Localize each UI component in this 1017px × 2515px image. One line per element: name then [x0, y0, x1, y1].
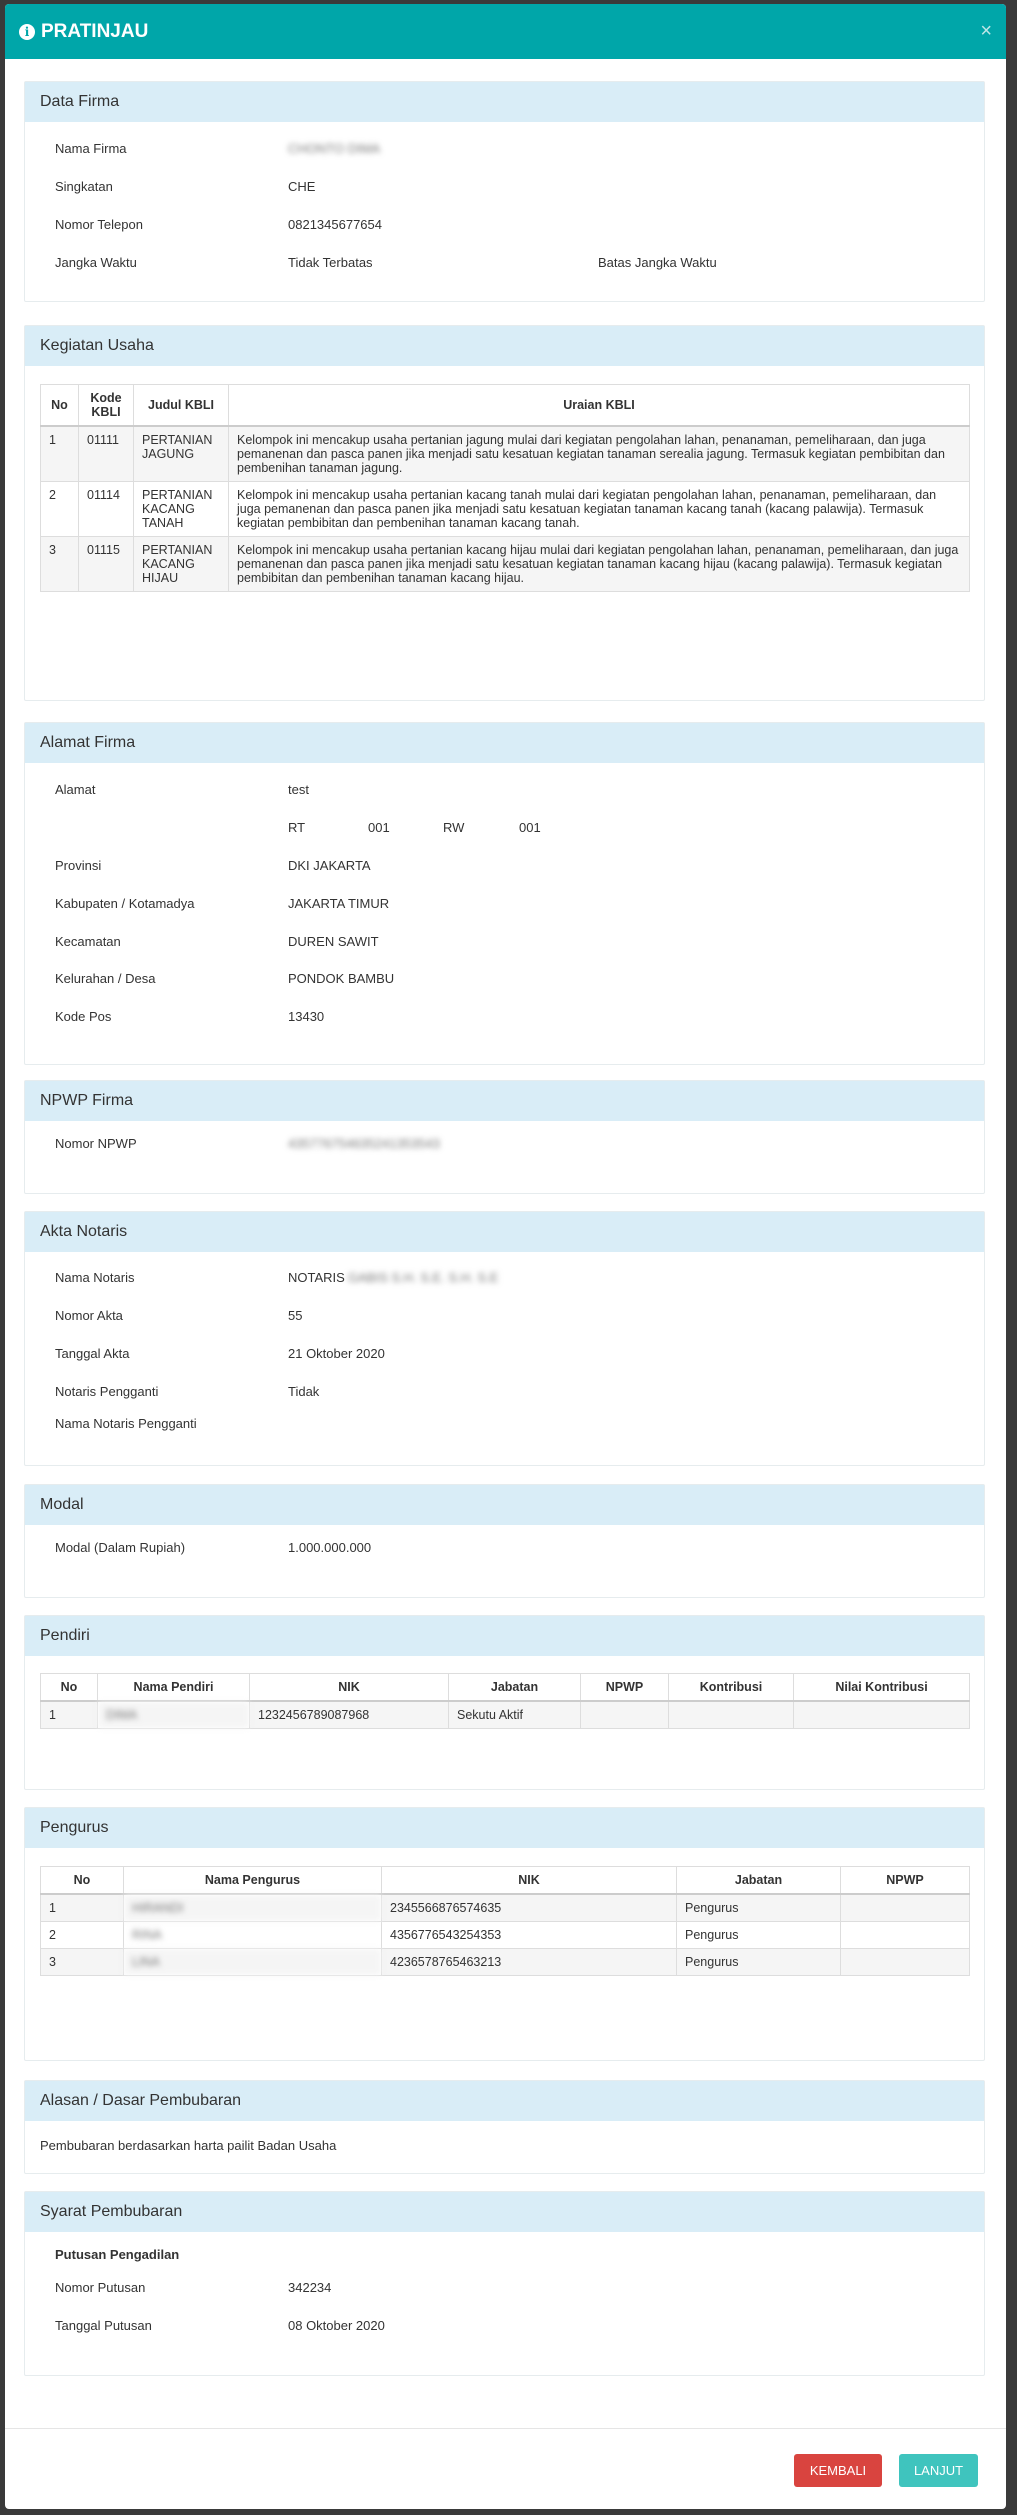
- cell-nik: 4236578765463213: [382, 1949, 677, 1976]
- col-judul: Judul KBLI: [134, 385, 229, 427]
- nama-notaris-prefix: NOTARIS: [288, 1269, 345, 1285]
- rw-label: RW: [443, 819, 465, 835]
- rt-value: 001: [368, 819, 390, 835]
- panel-heading: Alamat Firma: [25, 723, 984, 763]
- panel-syarat-pembubaran: [24, 2191, 985, 2376]
- alamat-label: Alamat: [55, 781, 96, 797]
- col-no: No: [41, 385, 79, 427]
- cell-jabatan: Pengurus: [677, 1922, 841, 1949]
- panel-data-firma: [24, 81, 985, 302]
- modal-value: 1.000.000.000: [288, 1539, 372, 1555]
- telepon-label: Nomor Telepon: [55, 216, 143, 232]
- cell-nik: 1232456789087968: [250, 1701, 449, 1729]
- kecamatan-label: Kecamatan: [55, 933, 121, 949]
- cell-no: 2: [41, 482, 79, 537]
- cell-uraian: Kelompok ini mencakup usaha pertanian kacang hijau mulai dari kegiatan pengolahan lahan, penanaman, pemeliharaan, dan juga pemanenan dan pasca panen jika menjadi satu kesatuan kegiatan tanaman kacang hijau (kacang palawija). Termasuk kegiatan pembibitan dan pembenihan tanaman kacang hijau.: [229, 537, 970, 592]
- cell-nama: HIRANDI: [124, 1894, 382, 1922]
- cell-npwp: [841, 1922, 970, 1949]
- jangka-waktu-label: Jangka Waktu: [55, 254, 137, 270]
- cell-kode: 01114: [79, 482, 134, 537]
- batas-jangka-label: Batas Jangka Waktu: [598, 254, 717, 270]
- alamat-value: test: [288, 781, 309, 797]
- nomor-akta-label: Nomor Akta: [55, 1307, 123, 1323]
- alasan-text: Pembubaran berdasarkan harta pailit Badan Usaha: [40, 2137, 337, 2153]
- singkatan-value: CHE: [288, 178, 316, 194]
- modal-label: Modal (Dalam Rupiah): [55, 1539, 186, 1555]
- rw-value: 001: [519, 819, 541, 835]
- panel-heading: Pengurus: [25, 1808, 984, 1848]
- kode-pos-label: Kode Pos: [55, 1008, 112, 1024]
- provinsi-value: DKI JAKARTA: [288, 857, 371, 873]
- cell-nik: 2345566876574635: [382, 1894, 677, 1922]
- col-nilai-kontribusi: Nilai Kontribusi: [794, 1674, 970, 1702]
- npwp-label: Nomor NPWP: [55, 1135, 137, 1151]
- col-no: No: [41, 1867, 124, 1895]
- panel-npwp-firma: [24, 1080, 985, 1194]
- putusan-subheading: Putusan Pengadilan: [55, 2246, 180, 2262]
- kode-pos-value: 13430: [288, 1008, 325, 1024]
- panel-heading: NPWP Firma: [25, 1081, 984, 1121]
- panel-heading: Data Firma: [25, 82, 984, 122]
- table-row: [41, 1949, 970, 1976]
- col-nama: Nama Pengurus: [124, 1867, 382, 1895]
- cell-uraian: Kelompok ini mencakup usaha pertanian jagung mulai dari kegiatan pengolahan lahan, penanaman, pemeliharaan, dan juga pemanenan dan pasca panen jika menjadi satu kesatuan kegiatan tanaman serealia jagung. Termasuk kegiatan pembibitan dan pembenihan tanaman jagung.: [229, 426, 970, 482]
- col-jabatan: Jabatan: [449, 1674, 581, 1702]
- cell-uraian: Kelompok ini mencakup usaha pertanian kacang tanah mulai dari kegiatan pengolahan lahan, penanaman, pemeliharaan, dan juga pemanenan dan pasca panen jika menjadi satu kesatuan kegiatan tanaman kacang tanah (kacang palawija). Termasuk kegiatan pembibitan dan pembenihan tanaman kacang tanah.: [229, 482, 970, 537]
- cell-nama: LINA: [124, 1949, 382, 1976]
- panel-kegiatan-usaha: [24, 325, 985, 701]
- nama-notaris-value: GABIS S.H. S.E. S.H. S.E: [348, 1269, 499, 1285]
- npwp-value: 435776754635241353543: [288, 1135, 440, 1151]
- tanggal-putusan-label: Tanggal Putusan: [55, 2317, 152, 2333]
- panel-alasan-pembubaran: [24, 2080, 985, 2174]
- table-row: [41, 537, 970, 592]
- panel-heading: Alasan / Dasar Pembubaran: [25, 2081, 984, 2121]
- singkatan-label: Singkatan: [55, 178, 113, 194]
- col-npwp: NPWP: [841, 1867, 970, 1895]
- kabupaten-value: JAKARTA TIMUR: [288, 895, 390, 911]
- notaris-pengganti-value: Tidak: [288, 1383, 320, 1399]
- modal-title: [19, 21, 148, 43]
- cell-no: 1: [41, 1701, 98, 1729]
- info-icon: i: [19, 24, 35, 40]
- col-no: No: [41, 1674, 98, 1702]
- col-nama: Nama Pendiri: [98, 1674, 250, 1702]
- table-row: [41, 1894, 970, 1922]
- cell-nama: RINA: [124, 1922, 382, 1949]
- nama-firma-value: CHONTO DIMA: [288, 140, 381, 156]
- next-button[interactable]: LANJUT: [899, 2454, 978, 2487]
- modal-title-text: PRATINJAU: [41, 20, 149, 42]
- col-jabatan: Jabatan: [677, 1867, 841, 1895]
- cell-no: 3: [41, 537, 79, 592]
- kelurahan-value: PONDOK BAMBU: [288, 970, 395, 986]
- tanggal-putusan-value: 08 Oktober 2020: [288, 2317, 385, 2333]
- nama-firma-label: Nama Firma: [55, 140, 127, 156]
- cell-judul: PERTANIAN KACANG TANAH: [134, 482, 229, 537]
- cell-judul: PERTANIAN KACANG HIJAU: [134, 537, 229, 592]
- cell-judul: PERTANIAN JAGUNG: [134, 426, 229, 482]
- nama-notaris-label: Nama Notaris: [55, 1269, 135, 1285]
- table-row: [41, 482, 970, 537]
- panel-heading: Modal: [25, 1485, 984, 1525]
- panel-heading: Akta Notaris: [25, 1212, 984, 1252]
- footer-divider: [5, 2428, 1006, 2429]
- table-row: [41, 426, 970, 482]
- nomor-akta-value: 55: [288, 1307, 303, 1323]
- kbli-table: [40, 384, 970, 592]
- panel-modal: [24, 1484, 985, 1598]
- cell-jabatan: Sekutu Aktif: [449, 1701, 581, 1729]
- cell-jabatan: Pengurus: [677, 1894, 841, 1922]
- back-button[interactable]: KEMBALI: [794, 2454, 882, 2487]
- nomor-putusan-value: 342234: [288, 2279, 332, 2295]
- panel-heading: Pendiri: [25, 1616, 984, 1656]
- rt-label: RT: [288, 819, 306, 835]
- kabupaten-label: Kabupaten / Kotamadya: [55, 895, 195, 911]
- panel-pendiri: [24, 1615, 985, 1790]
- nama-notaris-pengganti-label: Nama Notaris Pengganti: [55, 1415, 197, 1431]
- provinsi-label: Provinsi: [55, 857, 102, 873]
- tanggal-akta-label: Tanggal Akta: [55, 1345, 130, 1361]
- col-nik: NIK: [382, 1867, 677, 1895]
- table-row: [41, 1922, 970, 1949]
- modal-header: [5, 4, 1006, 59]
- cell-no: 1: [41, 426, 79, 482]
- preview-modal: [5, 4, 1006, 2509]
- panel-alamat-firma: [24, 722, 985, 1065]
- col-uraian: Uraian KBLI: [229, 385, 970, 427]
- jangka-waktu-value: Tidak Terbatas: [288, 254, 373, 270]
- cell-no: 1: [41, 1894, 124, 1922]
- pengurus-table: [40, 1866, 970, 1976]
- cell-npwp: [581, 1701, 669, 1729]
- col-npwp: NPWP: [581, 1674, 669, 1702]
- cell-no: 2: [41, 1922, 124, 1949]
- table-row: [41, 1701, 970, 1729]
- col-kontribusi: Kontribusi: [669, 1674, 794, 1702]
- cell-npwp: [841, 1894, 970, 1922]
- panel-pengurus: [24, 1807, 985, 2061]
- cell-nama: DIMA: [98, 1701, 250, 1729]
- cell-nik: 4356776543254353: [382, 1922, 677, 1949]
- tanggal-akta-value: 21 Oktober 2020: [288, 1345, 385, 1361]
- cell-no: 3: [41, 1949, 124, 1976]
- pendiri-table: [40, 1673, 970, 1729]
- panel-heading: Kegiatan Usaha: [25, 326, 984, 366]
- notaris-pengganti-label: Notaris Pengganti: [55, 1383, 159, 1399]
- cell-kode: 01111: [79, 426, 134, 482]
- cell-kode: 01115: [79, 537, 134, 592]
- col-kode: Kode KBLI: [79, 385, 134, 427]
- panel-heading: Syarat Pembubaran: [25, 2192, 984, 2232]
- cell-npwp: [841, 1949, 970, 1976]
- cell-nilai-kontribusi: [794, 1701, 970, 1729]
- cell-jabatan: Pengurus: [677, 1949, 841, 1976]
- panel-akta-notaris: [24, 1211, 985, 1466]
- close-icon[interactable]: ×: [980, 20, 992, 42]
- col-nik: NIK: [250, 1674, 449, 1702]
- nomor-putusan-label: Nomor Putusan: [55, 2279, 146, 2295]
- kelurahan-label: Kelurahan / Desa: [55, 970, 156, 986]
- cell-kontribusi: [669, 1701, 794, 1729]
- telepon-value: 0821345677654: [288, 216, 382, 232]
- kecamatan-value: DUREN SAWIT: [288, 933, 379, 949]
